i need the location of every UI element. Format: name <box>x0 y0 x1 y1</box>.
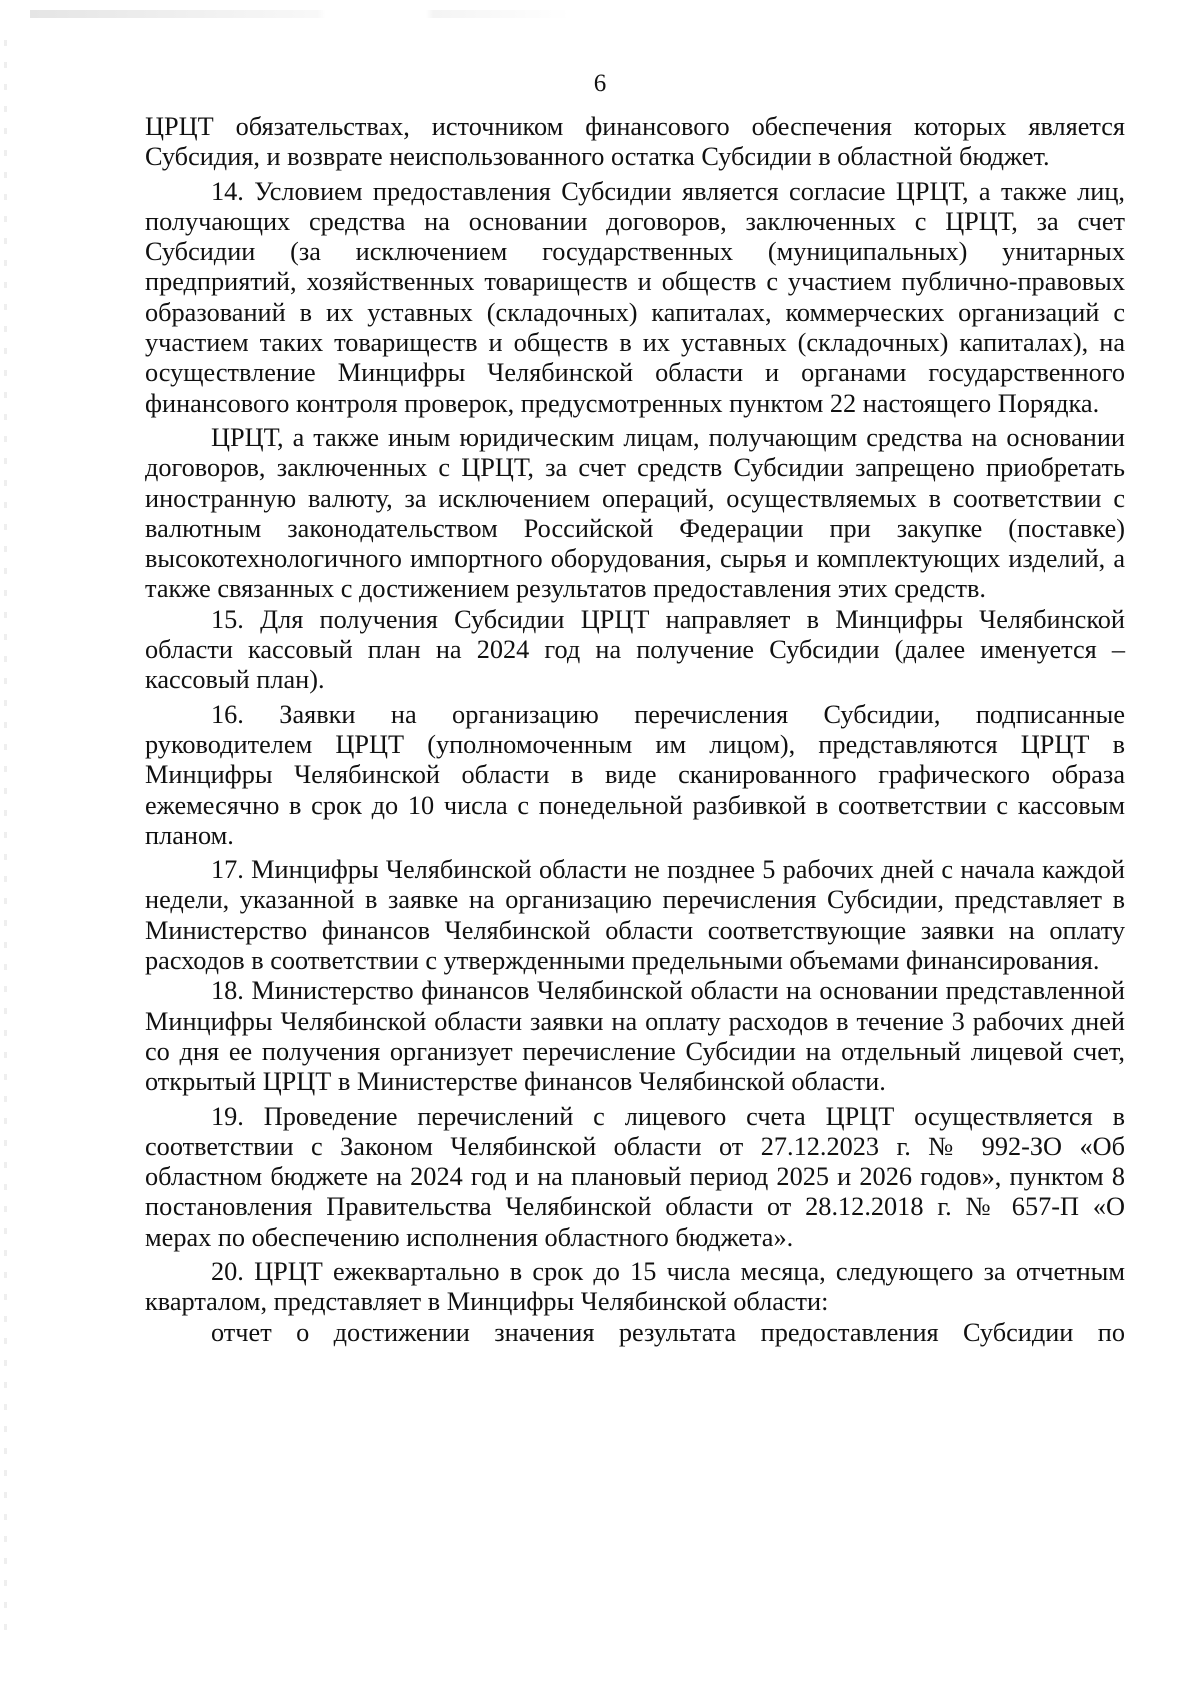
scan-artifact-top <box>30 10 750 18</box>
paragraph-19: 19. Проведение перечислений с лицевого счета ЦРЦТ осуществляется в соответствии с Законом Челябинской области от 27.12.2023 г. № 992-ЗО «Об областном бюджете на 2024 год и на плановый период 2025 и 2026 годов», пунктом 8 постановления Правительства Челябинской области от 28.12.2018 г. № 657-П «О мерах по обеспечению исполнения областного бюджета». <box>145 1101 1125 1252</box>
paragraph-20-report: отчет о достижении значения результата предоставления Субсидии по <box>211 1317 1125 1347</box>
paragraph-15: 15. Для получения Субсидии ЦРЦТ направляет в Минцифры Челябинской области кассовый план на 2024 год на получение Субсидии (далее именуется – кассовый план). <box>145 604 1125 695</box>
page-number: 6 <box>593 70 607 97</box>
paragraph-18: 18. Министерство финансов Челябинской области на основании представленной Минцифры Челябинской области заявки на оплату расходов в течение 3 рабочих дней со дня ее получения организует перечисление Субсидии на отдельный лицевой счет, открытый ЦРЦТ в Министерстве финансов Челябинской области. <box>145 976 1125 1097</box>
document-body <box>145 112 1125 1348</box>
scan-artifact-left <box>4 40 7 1640</box>
paragraph-17: 17. Минцифры Челябинской области не позднее 5 рабочих дней с начала каждой недели, указанной в заявке на организацию перечисления Субсидии, представляет в Министерство финансов Челябинской области соответствующие заявки на оплату расходов в соответствии с утвержденными предельными объемами финансирования. <box>145 855 1125 976</box>
paragraph-20: 20. ЦРЦТ ежеквартально в срок до 15 числа месяца, следующего за отчетным кварталом, представляет в Минцифры Челябинской области: <box>145 1256 1125 1317</box>
paragraph-14-currency: ЦРЦТ, а также иным юридическим лицам, получающим средства на основании договоров, заключенных с ЦРЦТ, за счет средств Субсидии запрещено приобретать иностранную валюту, за исключением операций, осуществляемых в соответствии с валютным законодательством Российской Федерации при закупке (поставке) высокотехнологичного импортного оборудования, сырья и комплектующих изделий, а также связанных с достижением результатов предоставления этих средств. <box>145 422 1125 604</box>
paragraph-continuation: ЦРЦТ обязательствах, источником финансового обеспечения которых является Субсидия, и возврате неиспользованного остатка Субсидии в областной бюджет. <box>145 112 1125 172</box>
paragraph-16: 16. Заявки на организацию перечисления Субсидии, подписанные руководителем ЦРЦТ (уполномоченным им лицом), представляются ЦРЦТ в Минцифры Челябинской области в виде сканированного графического образа ежемесячно в срок до 10 числа с понедельной разбивкой в соответствии с кассовым планом. <box>145 699 1125 850</box>
paragraph-14: 14. Условием предоставления Субсидии является согласие ЦРЦТ, а также лиц, получающих средства на основании договоров, заключенных с ЦРЦТ, за счет Субсидии (за исключением государственных (муниципальных) унитарных предприятий, хозяйственных товариществ и обществ с участием публично-правовых образований в их уставных (складочных) капиталах, коммерческих организаций с участием таких товариществ и обществ в их уставных (складочных) капиталах), на осуществление Минцифры Челябинской области и органами государственного финансового контроля проверок, предусмотренных пунктом 22 настоящего Порядка. <box>145 176 1125 418</box>
